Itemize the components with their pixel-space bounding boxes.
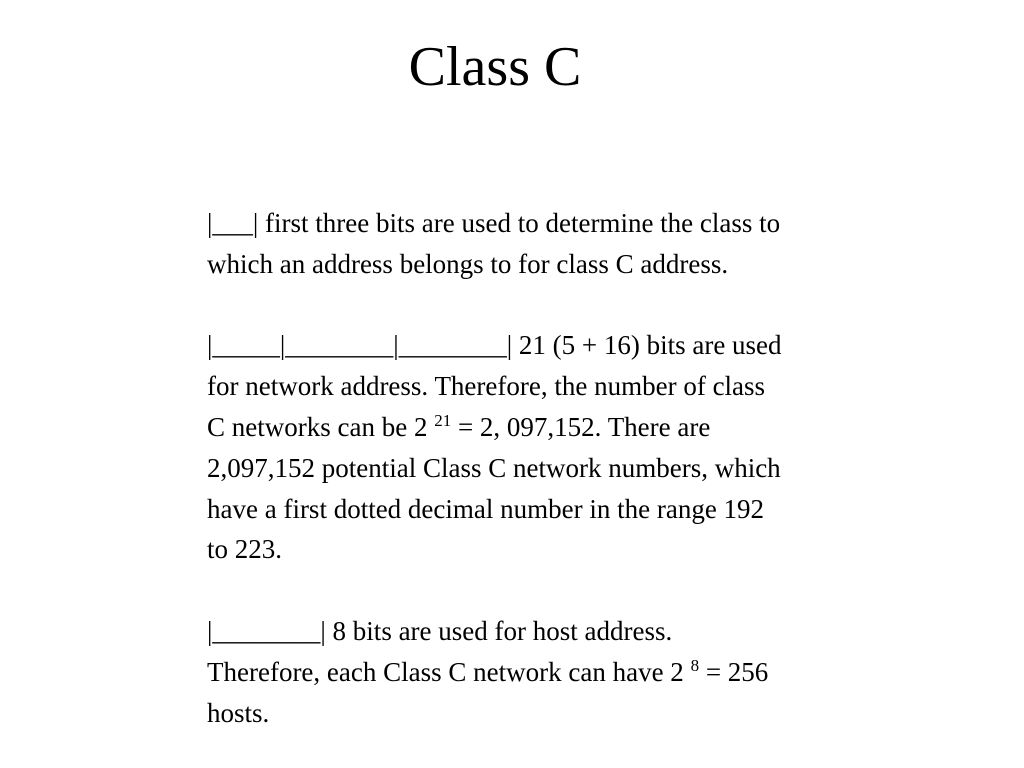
exponent: 8: [690, 655, 700, 675]
text-fragment: = 256: [699, 656, 769, 687]
text-line: |________| 8 bits are used for host address.: [207, 615, 673, 646]
text-line: have a first dotted decimal number in the range 192: [207, 493, 765, 524]
text-fragment: = 2, 097,152. There are: [451, 411, 711, 442]
exponent: 21: [434, 410, 452, 430]
text-line: |___| first three bits are used to determine the class to: [207, 208, 781, 238]
text-line-with-exponent: [207, 407, 947, 448]
text-fragment: C networks can be 2: [207, 411, 435, 442]
text-line-with-exponent: [207, 652, 947, 693]
text-line: hosts.: [207, 697, 270, 728]
paragraph-network-bits: [207, 325, 947, 570]
text-line: to 223.: [207, 534, 283, 565]
text-line: 2,097,152 potential Class C network numbers, which: [207, 452, 781, 483]
paragraph-class-bits: [207, 203, 947, 285]
text-line: which an address belongs to for class C address.: [207, 248, 729, 279]
text-line: |_____|________|________| 21 (5 + 16) bits are used: [207, 330, 782, 361]
text-fragment: Therefore, each Class C network can have 2: [207, 656, 691, 687]
paragraph-host-bits: [207, 611, 947, 733]
text-line: for network address. Therefore, the number of class: [207, 371, 766, 402]
slide-body: [207, 203, 947, 733]
slide-title: Class C: [408, 36, 582, 98]
